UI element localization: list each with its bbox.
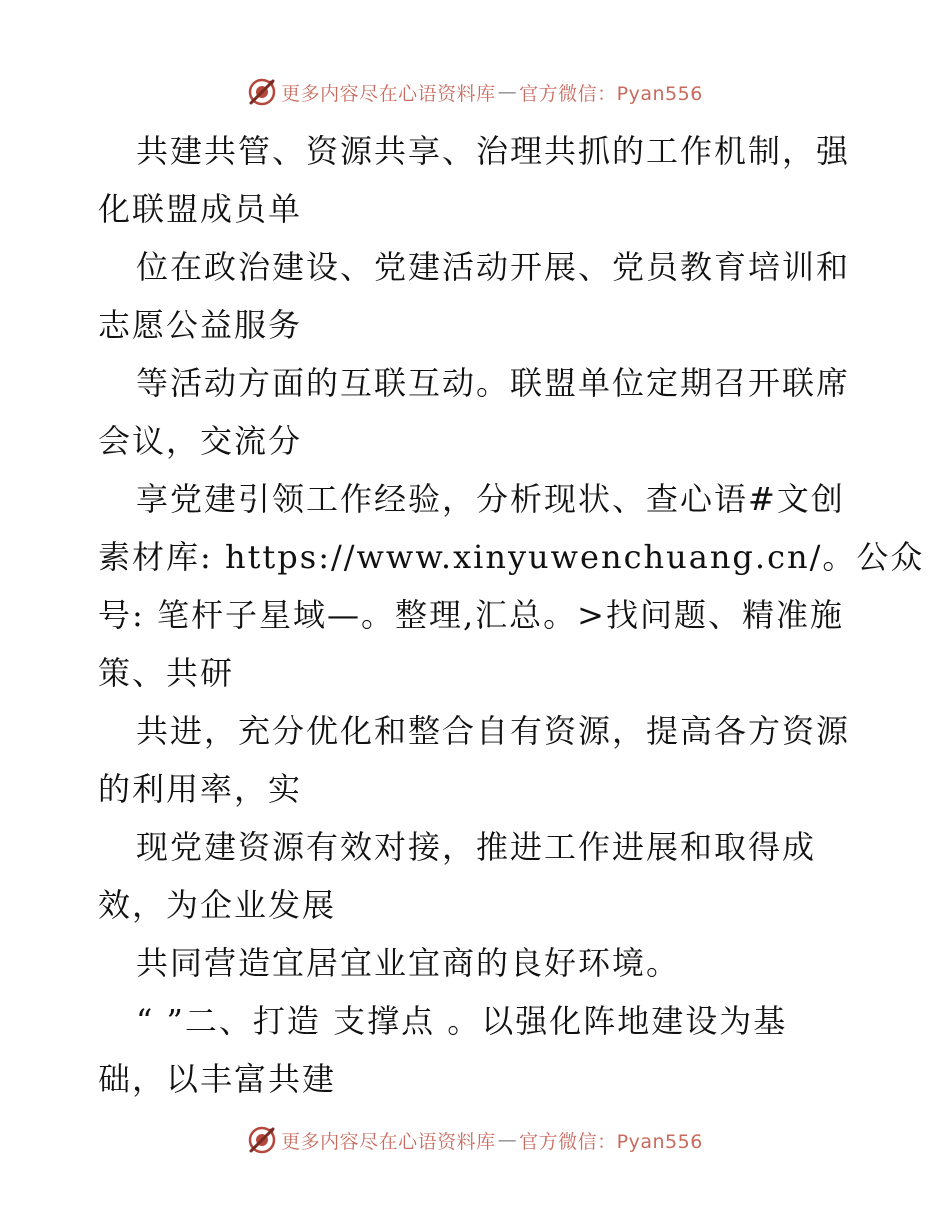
header-brand-text: 更多内容尽在心语资料库 bbox=[281, 82, 496, 105]
body-line: 享党建引领工作经验，分析现状、查心语#文创 bbox=[136, 480, 845, 518]
body-line: 共建共管、资源共享、治理共抓的工作机制，强 bbox=[136, 132, 851, 170]
body-line: 共进，充分优化和整合自有资源，提高各方资源 bbox=[136, 712, 851, 750]
document-body bbox=[98, 122, 925, 1108]
body-line: 共同营造宜居宜业宜商的良好环境。 bbox=[136, 944, 681, 982]
body-line: 现党建资源有效对接，推进工作进展和取得成 bbox=[136, 828, 817, 866]
header-wechat-text: 官方微信：Pyan556 bbox=[519, 82, 703, 105]
footer-watermark bbox=[0, 1120, 950, 1160]
footer-brand-text: 更多内容尽在心语资料库 bbox=[281, 1130, 496, 1153]
footer-wechat-text: 官方微信：Pyan556 bbox=[519, 1130, 703, 1153]
body-line: 号: 笔杆子星域—。整理,汇总。>找问题、精准施 bbox=[98, 596, 844, 634]
body-line: 础，以丰富共建 bbox=[98, 1060, 337, 1098]
footer-separator: — bbox=[497, 1129, 518, 1151]
body-line: 效，为企业发展 bbox=[98, 886, 337, 924]
body-line: 化联盟成员单 bbox=[98, 190, 303, 228]
body-line: 策、共研 bbox=[98, 654, 235, 692]
header-separator: — bbox=[497, 81, 518, 103]
body-line: 会议，交流分 bbox=[98, 422, 303, 460]
body-line: 等活动方面的互联互动。联盟单位定期召开联席 bbox=[136, 364, 851, 402]
header-watermark bbox=[0, 72, 950, 112]
pen-circle-logo-icon bbox=[247, 1125, 277, 1155]
body-line: “ ”二、打造 支撑点 。以强化阵地建设为基 bbox=[136, 1002, 788, 1040]
pen-circle-logo-icon bbox=[247, 77, 277, 107]
body-line: 素材库: https://www.xinyuwenchuang.cn/。公众 bbox=[98, 538, 925, 576]
body-line: 的利用率，实 bbox=[98, 770, 303, 808]
body-line: 志愿公益服务 bbox=[98, 306, 303, 344]
body-line: 位在政治建设、党建活动开展、党员教育培训和 bbox=[136, 248, 851, 286]
